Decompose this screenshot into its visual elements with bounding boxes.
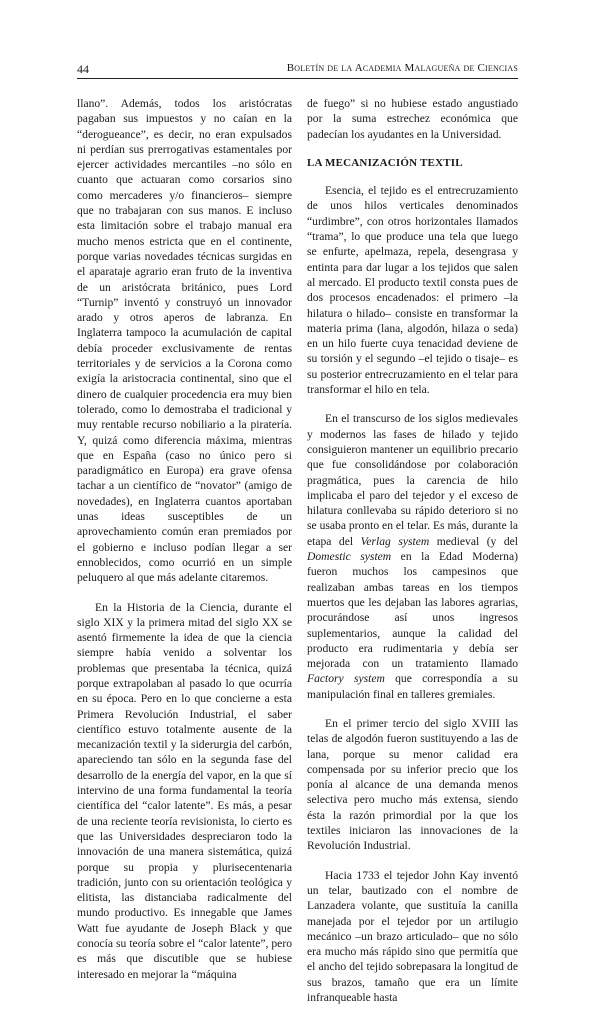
page-number: 44 <box>77 62 89 76</box>
paragraph: llano”. Además, todos los aristócratas pagaban sus impuestos y no caían en la “derogueance”, es decir, no eran expulsados ni perdían sus prerrogativas estamentales por ejercer actividades mercantiles –no sólo en cuanto que actuaran como corsarios sino como mercaderes y/o financieros– siempre que no trabajaran con sus manos. E incluso esta limitación sobre el trabajo manual era mucho menos estricta que en el continente, porque varias novedades técnicas surgidas en el aparataje agrario eran fruto de la inventiva de un aristócrata británico, pues Lord “Turnip” inventó y construyó un innovador arado y otros aperos de labranza. En Inglaterra tampoco la acumulación de capital debía proceder exclusivamente de rentas territoriales y de servicios a la Corona como exigía la aristocracia continental, sino que el dinero de cualquier procedencia era muy bien tolerado, como lo demostraba el tradicional y muy rentable recurso nobiliario a la piratería. Y, quizá como diferencia máxima, mientras que en España (caso no único pero si paradigmático en Europa) era grave ofensa tachar a un científico de “novator” (amigo de novedades), en Inglaterra cuantos aportaban unas ideas susceptibles de un aprovechamiento común eran premiados por el gobierno e incluso podían llegar a ser ennoblecidos, como ocurrió en un simple peluquero al que más adelante citaremos. <box>77 97 292 585</box>
text-span: En el transcurso de los siglos medievales y modernos las fases de hilado y tejido consiguieron mantener un equilibrio precario que fue consolidándose por colaboración pragmática, pues la carencia de hilo implicaba el paro del tejedor y el exceso de hilatura conllevaba su rápido deterioro si no se usaba pronto en el telar. Es más, durante la etapa del <box>307 412 518 548</box>
page-header <box>77 62 518 78</box>
paragraph: En la Historia de la Ciencia, durante el siglo XIX y la primera mitad del siglo XX se asentó firmemente la idea de que la ciencia siempre había venido a solventar los problemas que presentaba la técnica, quizá porque extrapolaban al pasado lo que ocurría en su época. Pero en lo que concierne a esta Primera Revolución Industrial, el saber científico estuvo totalmente ausente de la mecanización textil y la siderurgia del carbón, apareciendo tan sólo en la segunda fase del desarrollo de la energía del vapor, en la que sí intervino de una forma fundamental la teoría científica del “calor latente”. Es más, a pesar de una reciente teoría revisionista, lo cierto es que las Universidades despreciaron todo la innovación de una manera sistemática, quizá porque su propia y plurisecentenaria tradición, junto con su orientación teológica y elitista, las distanciaba radicalmente del mundo productivo. Es innegable que James Watt fue ayudante de Joseph Black y que conocía su teoría sobre el “calor latente”, pero es más que discutible que se hubiese interesado en mejorar la “máquina <box>77 600 292 981</box>
text-span: medieval (y del <box>429 534 519 548</box>
section-title: LA MECANIZACIÓN TEXTIL <box>307 156 463 169</box>
paragraph <box>307 411 518 702</box>
running-title: Boletín de la Academia Malagueña de Ciencias <box>286 62 518 74</box>
header-rule <box>77 78 518 79</box>
paragraph: En el primer tercio del siglo XVIII las telas de algodón fueron sustituyendo a las de lana, porque su menor calidad era compensada por su inferior precio que los ponía al alcance de una demanda menos selectiva pero mucho más extensa, siendo ésta la razón primordial por la que los textiles iniciaron las innovaciones de la Revolución Industrial. <box>307 716 518 853</box>
left-column <box>77 96 292 988</box>
term-domestic-system: Domestic system <box>307 550 392 564</box>
paragraph: Esencia, el tejido es el entrecruzamiento de unos hilos verticales denominados “urdimbre”, con otros horizontales llamados “trama”, lo que produce una tela que luego se enfurte, apelmaza, repela, desengrasa y entinta para dar lugar a los tejidos que salen al mercado. El producto textil consta pues de dos procesos encadenados: el primero –la hilatura o hilado– consiste en transformar la materia prima (lana, algodón, hilaza o seda) en un hilo fuerte cuya tenacidad deviene de su torsión y el segundo –el tejido o tisaje– es su posterior entrecruzamiento en el telar para transformar el hilo en tela. <box>307 184 518 397</box>
text-span: que correspondía a su manipulación final en talleres gremiales. <box>307 672 518 701</box>
term-factory-system: Factory system <box>307 672 385 686</box>
paragraph: Hacia 1733 el tejedor John Kay inventó un telar, bautizado con el nombre de Lanzadera volante, que sustituía la canilla manejada por el tejedor por un artilugio mecánico –un brazo articulado– que no sólo era mucho más rápido sino que permitía que el ancho del tejido sobrepasara la longitud de sus brazos, tamaño que era un límite infranqueable hasta <box>307 868 518 1005</box>
term-verlag-system: Verlag system <box>360 534 430 548</box>
text-span: en la Edad Moderna) fueron muchos los campesinos que realizaban ambas tareas en los tiempos muertos que les dejaban las labores agrarias, procurándose así unos ingresos suplementarios, aunque la calidad del producto era rudimentaria y debía ser mejorada con un tratamiento llamado <box>307 550 518 671</box>
paragraph: de fuego” si no hubiese estado angustiado por la suma estrechez económica que padecían los ayudantes en la Universidad. <box>307 97 518 141</box>
right-column <box>307 96 518 1011</box>
